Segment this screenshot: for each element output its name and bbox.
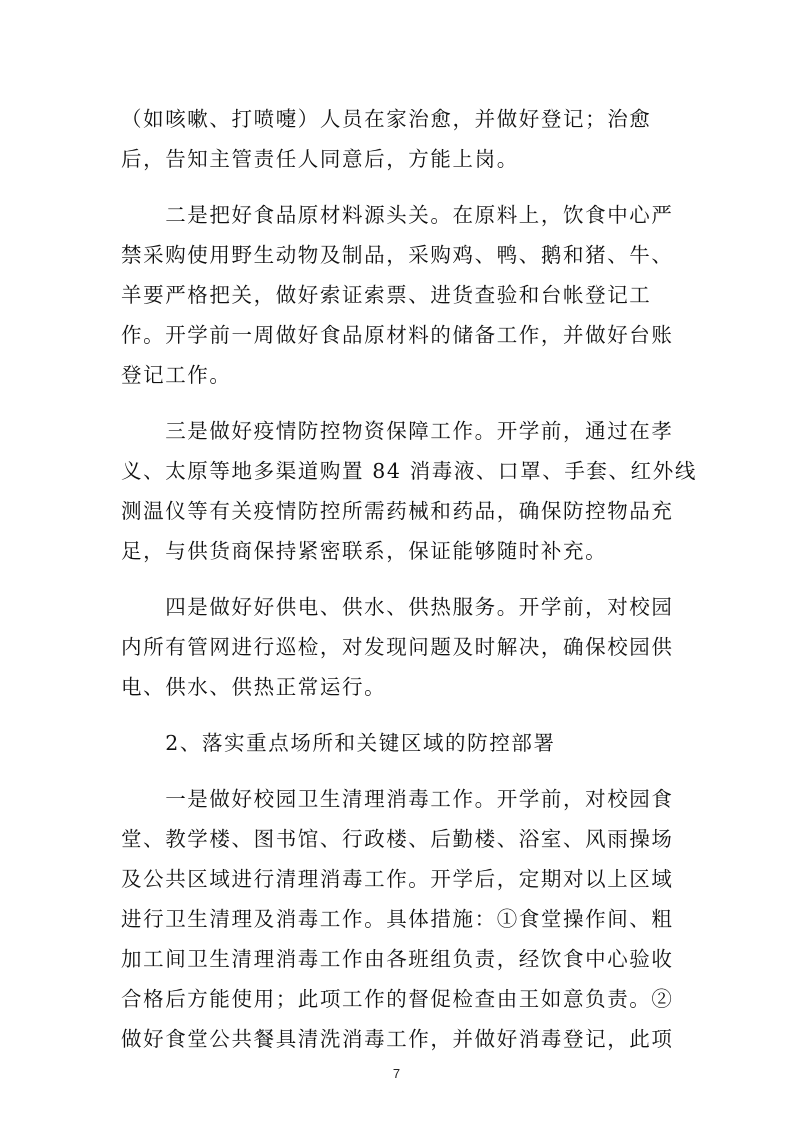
text-line: 作。开学前一周做好食品原材料的储备工作，并做好台账 xyxy=(121,323,674,347)
text-line: 合格后方能使用；此项工作的督促检查由王如意负责。② xyxy=(121,987,674,1011)
text-line: 羊要严格把关，做好索证索票、进货查验和台帐登记工 xyxy=(121,283,652,307)
text-line: 禁采购使用野生动物及制品，采购鸡、鸭、鹅和猪、牛、 xyxy=(121,243,674,267)
text-line: 后，告知主管责任人同意后，方能上岗。 xyxy=(121,147,519,171)
text-line: 及公共区域进行清理消毒工作。开学后，定期对以上区域 xyxy=(121,867,674,891)
section-heading: 2、落实重点场所和关键区域的防控部署 xyxy=(121,731,556,755)
text-line: 进行卫生清理及消毒工作。具体措施：①食堂操作间、粗 xyxy=(121,907,674,931)
page-number: 7 xyxy=(392,1066,401,1081)
text-line: （如咳嗽、打喷嚏）人员在家治愈，并做好登记；治愈 xyxy=(121,107,652,131)
text-line: 义、太原等地多渠道购置 84 消毒液、口罩、手套、红外线 xyxy=(121,459,697,483)
paragraph-first-line: 一是做好校园卫生清理消毒工作。开学前，对校园食 xyxy=(121,787,674,811)
text-line: 登记工作。 xyxy=(121,363,232,387)
text-line: 堂、教学楼、图书馆、行政楼、后勤楼、浴室、风雨操场 xyxy=(121,827,674,851)
text-line: 内所有管网进行巡检，对发现问题及时解决，确保校园供 xyxy=(121,635,674,659)
text-line: 电、供水、供热正常运行。 xyxy=(121,675,387,699)
text-line: 加工间卫生清理消毒工作由各班组负责，经饮食中心验收 xyxy=(121,947,674,971)
text-line: 测温仪等有关疫情防控所需药械和药品，确保防控物品充 xyxy=(121,499,674,523)
paragraph-first-line: 三是做好疫情防控物资保障工作。开学前，通过在孝 xyxy=(121,419,674,443)
paragraph-first-line: 二是把好食品原材料源头关。在原料上，饮食中心严 xyxy=(121,203,674,227)
paragraph-first-line: 四是做好好供电、供水、供热服务。开学前，对校园 xyxy=(121,595,674,619)
text-line: 足，与供货商保持紧密联系，保证能够随时补充。 xyxy=(121,539,608,563)
text-line: 做好食堂公共餐具清洗消毒工作，并做好消毒登记，此项 xyxy=(121,1027,674,1051)
